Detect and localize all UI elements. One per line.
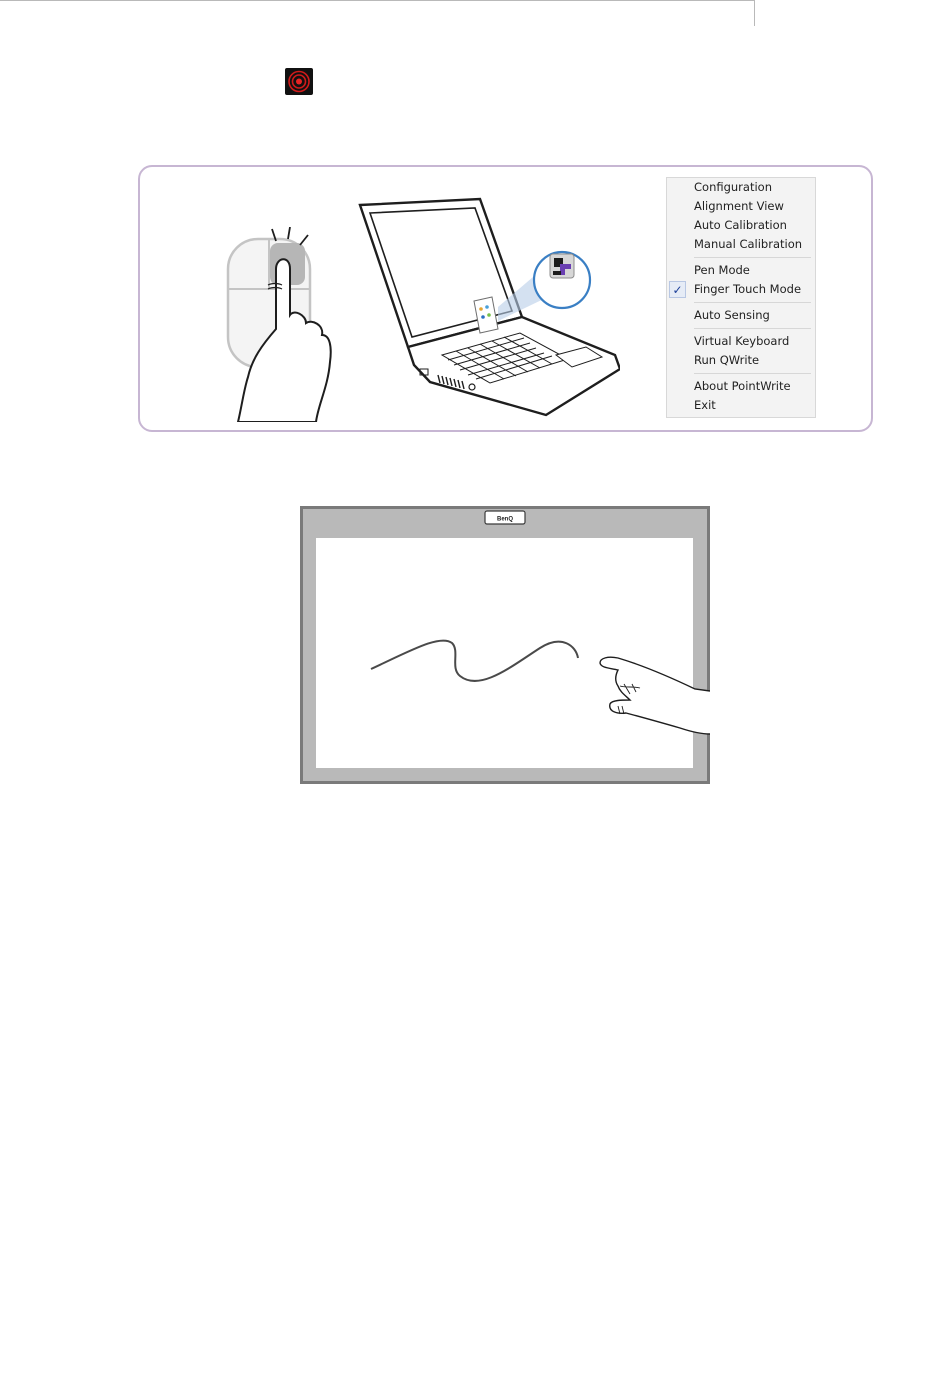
menu-separator — [694, 302, 811, 303]
menu-item-label: Manual Calibration — [694, 237, 803, 251]
menu-separator — [694, 373, 811, 374]
menu-item-label: Pen Mode — [694, 263, 750, 277]
menu-item-auto-sensing[interactable] — [667, 306, 815, 325]
interactive-whiteboard — [300, 506, 710, 784]
menu-item-label: Virtual Keyboard — [694, 334, 790, 348]
menu-item-configuration[interactable] — [667, 178, 815, 197]
menu-item-label: About PointWrite — [694, 379, 791, 393]
menu-item-label: Exit — [694, 398, 716, 412]
page-top-rule-corner — [754, 0, 755, 26]
pointwrite-tray-icon — [285, 68, 313, 95]
instruction-panel — [138, 165, 873, 432]
menu-item-auto-calibration[interactable] — [667, 216, 815, 235]
menu-item-finger-touch-mode[interactable] — [667, 280, 815, 299]
menu-item-pen-mode[interactable] — [667, 261, 815, 280]
menu-item-label: Alignment View — [694, 199, 784, 213]
board-logo: BenQ — [496, 516, 514, 523]
page-top-rule — [0, 0, 755, 1]
menu-item-label: Configuration — [694, 180, 772, 194]
laptop-illustration — [350, 197, 620, 422]
menu-item-manual-calibration[interactable] — [667, 235, 815, 254]
menu-item-virtual-keyboard[interactable] — [667, 332, 815, 351]
menu-separator — [694, 257, 811, 258]
menu-separator — [694, 328, 811, 329]
checkmark-icon: ✓ — [669, 281, 686, 298]
pointwrite-calibration-icon — [548, 252, 576, 280]
menu-item-exit[interactable] — [667, 396, 815, 415]
menu-item-label: Finger Touch Mode — [694, 282, 802, 296]
menu-item-label: Run QWrite — [694, 353, 760, 367]
context-menu — [666, 177, 816, 418]
menu-item-run-qwrite[interactable] — [667, 351, 815, 370]
menu-item-alignment-view[interactable] — [667, 197, 815, 216]
mouse-right-click-illustration — [220, 227, 340, 422]
menu-item-label: Auto Sensing — [694, 308, 770, 322]
menu-item-about-pointwrite[interactable] — [667, 377, 815, 396]
menu-item-label: Auto Calibration — [694, 218, 787, 232]
